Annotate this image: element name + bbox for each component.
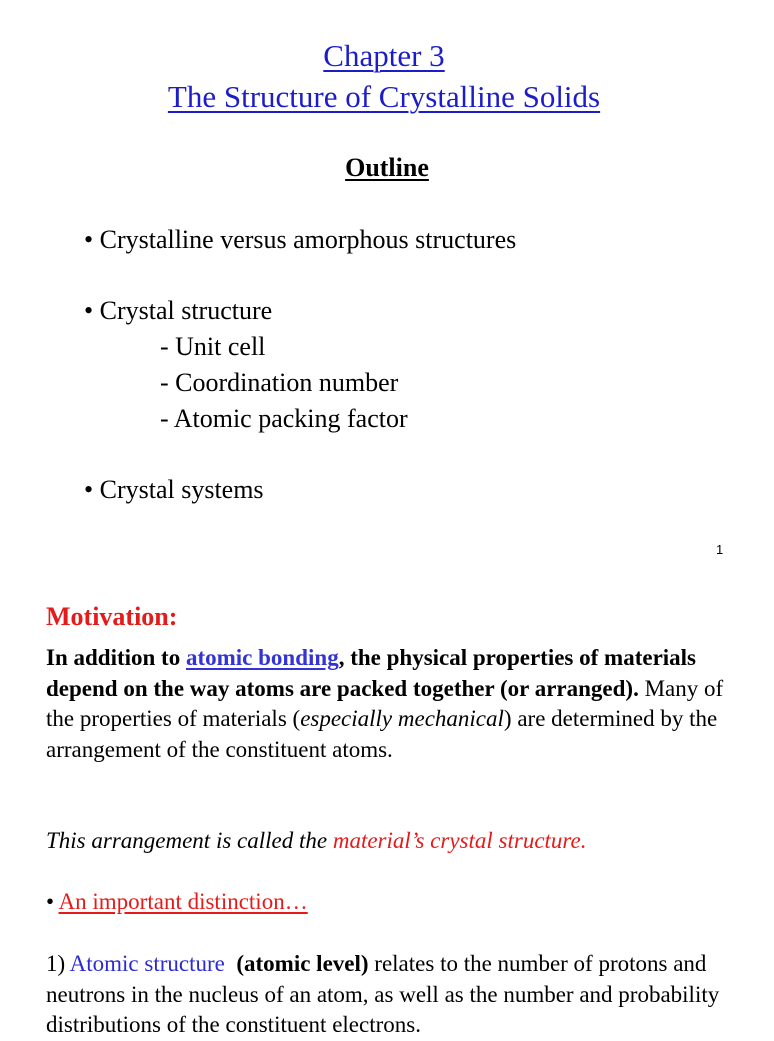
atomic-bonding-link[interactable]: atomic bonding: [185, 645, 339, 670]
atomic-level-label: (atomic level): [236, 951, 369, 976]
outline-subitem-unit-cell: - Unit cell: [160, 332, 266, 361]
outline-heading-text: Outline: [345, 153, 429, 182]
motivation-paragraph: [46, 643, 746, 765]
outline-item-crystal-structure: • Crystal structure: [84, 296, 273, 325]
statement-italic: This arrangement is called the: [46, 828, 333, 853]
chapter-subtitle: [0, 79, 768, 115]
statement-red-italic: material’s crystal structure.: [332, 828, 587, 853]
outline-subitem-coordination-number: - Coordination number: [160, 368, 399, 397]
atomic-structure-description: relates to the number of protons and neutrons in the nucleus of an atom, as well as the number and probability distributions of the constituent electrons.: [46, 951, 720, 1037]
para-bold-text: , the physical properties of materials depend on the way atoms are packed together (or arranged).: [46, 645, 697, 701]
distinction-bullet: [46, 887, 746, 918]
para-intro: In addition to: [46, 645, 186, 670]
chapter-title: [0, 38, 768, 74]
outline-item-crystalline-vs-amorphous: • Crystalline versus amorphous structures: [84, 225, 517, 254]
atomic-structure-term: Atomic structure: [69, 951, 225, 976]
motivation-heading: Motivation:: [46, 602, 178, 631]
para-normal-text-2: ) are determined by the arrangement of the constituent atoms.: [46, 706, 718, 762]
para-italic-text: especially mechanical: [300, 706, 504, 731]
para-normal-text: Many of the properties of materials (: [46, 675, 724, 731]
page-number: 1: [716, 542, 724, 557]
important-distinction-link[interactable]: An important distinction…: [58, 889, 308, 914]
outline-item-crystal-systems: • Crystal systems: [84, 475, 264, 504]
atomic-structure-paragraph: [46, 949, 746, 1041]
crystal-structure-statement: [46, 826, 746, 857]
chapter-title-text: Chapter 3: [323, 38, 445, 73]
outline-subitem-atomic-packing-factor: - Atomic packing factor: [160, 404, 408, 433]
outline-heading: [0, 152, 774, 184]
term-spacer: [225, 951, 237, 976]
chapter-subtitle-text: The Structure of Crystalline Solids: [167, 79, 601, 114]
bullet-glyph: •: [46, 889, 59, 914]
item-number: 1): [46, 951, 70, 976]
